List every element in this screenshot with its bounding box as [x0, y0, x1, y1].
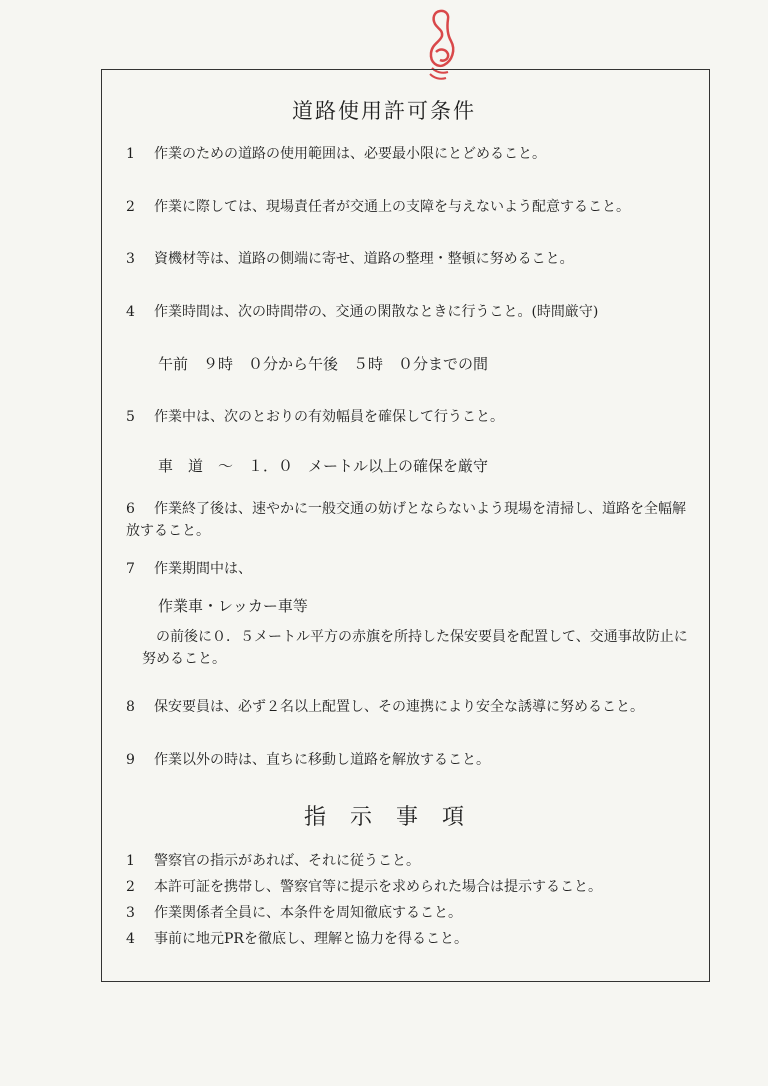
condition-number: 4 [126, 304, 135, 320]
condition-7-vehicles: 作業車・レッカー車等 [158, 597, 308, 615]
instruction-3 [126, 903, 462, 923]
condition-number: 1 [126, 146, 135, 162]
instruction-number: 3 [126, 905, 135, 921]
condition-7 [126, 558, 696, 580]
condition-number: 2 [126, 199, 135, 215]
condition-number: 7 [126, 561, 135, 577]
condition-5-width: 車 道 ～ １．０ メートル以上の確保を厳守 [158, 457, 489, 475]
instruction-4 [126, 929, 468, 949]
condition-text: 資機材等は、道路の側端に寄せ、道路の整理・整頓に努めること。 [154, 251, 574, 267]
condition-text: 作業時間は、次の時間帯の、交通の閑散なときに行うこと。(時間厳守) [154, 304, 599, 320]
condition-7-flag-text: の前後に０．５メートル平方の赤旗を所持した保安要員を配置して、交通事故防止に努めること。 [142, 629, 688, 667]
condition-number: 6 [126, 501, 135, 517]
condition-text: 作業のための道路の使用範囲は、必要最小限にとどめること。 [154, 146, 546, 162]
condition-text: 作業以外の時は、直ちに移動し道路を解放すること。 [154, 752, 490, 768]
condition-5 [126, 406, 696, 428]
instruction-text: 本許可証を携帯し、警察官等に提示を求められた場合は提示すること。 [154, 879, 602, 895]
instruction-2 [126, 877, 602, 897]
instruction-text: 作業関係者全員に、本条件を周知徹底すること。 [154, 905, 462, 921]
condition-text: 作業に際しては、現場責任者が交通上の支障を与えないよう配意すること。 [154, 199, 630, 215]
condition-text: 作業中は、次のとおりの有効幅員を確保して行うこと。 [154, 409, 504, 425]
instruction-number: 2 [126, 879, 135, 895]
condition-1 [126, 143, 696, 165]
condition-4 [126, 301, 696, 323]
condition-8 [126, 696, 696, 718]
instruction-1 [126, 851, 420, 871]
condition-4-hours: 午前 ９時 ０分から午後 ５時 ０分までの間 [158, 355, 489, 373]
condition-text: 作業終了後は、速やかに一般交通の妨げとならないよう現場を清掃し、道路を全幅解放すること。 [126, 501, 686, 539]
instruction-number: 1 [126, 853, 135, 869]
condition-6 [126, 498, 686, 542]
condition-text: 保安要員は、必ず２名以上配置し、その連携により安全な誘導に努めること。 [154, 699, 644, 715]
instruction-text: 警察官の指示があれば、それに従うこと。 [154, 853, 420, 869]
instructions-title: 指示事項 [303, 805, 488, 830]
condition-number: 9 [126, 752, 135, 768]
instruction-number: 4 [126, 931, 135, 947]
condition-number: 5 [126, 409, 135, 425]
condition-3 [126, 248, 696, 270]
condition-number: 8 [126, 699, 135, 715]
document-title: 道路使用許可条件 [292, 99, 476, 123]
condition-9 [126, 749, 696, 771]
condition-2 [126, 196, 696, 218]
instruction-text: 事前に地元PRを徹底し、理解と協力を得ること。 [154, 931, 468, 947]
condition-text: 作業期間中は、 [154, 561, 252, 577]
condition-number: 3 [126, 251, 135, 267]
